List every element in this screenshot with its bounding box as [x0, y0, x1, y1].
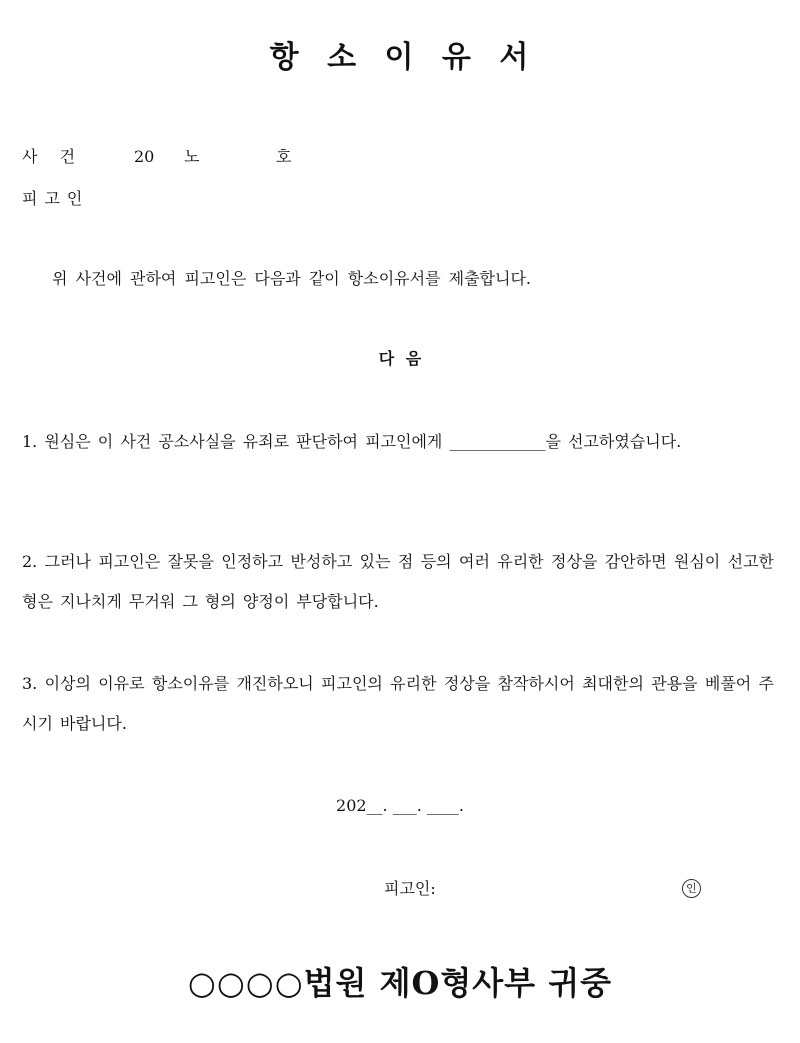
- defendant-line: [22, 186, 89, 209]
- court-addressee: ○○○○법원 제O형사부 귀중: [187, 964, 613, 1002]
- document-title: 항 소 이 유 서: [269, 40, 531, 75]
- case-type: 노: [184, 147, 200, 166]
- defendant-label: 피고인: [22, 189, 90, 208]
- case-number-suffix: 호: [276, 147, 292, 166]
- paragraph-3: 3. 이상의 이유로 항소이유를 개진하오니 피고인의 유리한 정상을 참작하시어 최대한의 관용을 베풀어 주시기 바랍니다.: [22, 674, 774, 733]
- paragraph-1: 1. 원심은 이 사건 공소사실을 유죄로 판단하여 피고인에게 ____________을 선고하였습니다.: [22, 432, 682, 451]
- next-heading: 다 음: [378, 349, 422, 368]
- date-line: 202__. ___. ____.: [336, 796, 464, 815]
- intro-text: 위 사건에 관하여 피고인은 다음과 같이 항소이유서를 제출합니다.: [52, 269, 532, 288]
- case-year: 20: [134, 147, 155, 166]
- case-number-line: [22, 144, 291, 167]
- signature-label: 피고인:: [384, 879, 436, 898]
- paragraph-2: 2. 그러나 피고인은 잘못을 인정하고 반성하고 있는 점 등의 여러 유리한 정상을 감안하면 원심이 선고한 형은 지나치게 무거워 그 형의 양정이 부당합니다.: [22, 552, 774, 611]
- case-label: 사 건: [22, 147, 76, 166]
- seal-mark: 인: [682, 879, 701, 898]
